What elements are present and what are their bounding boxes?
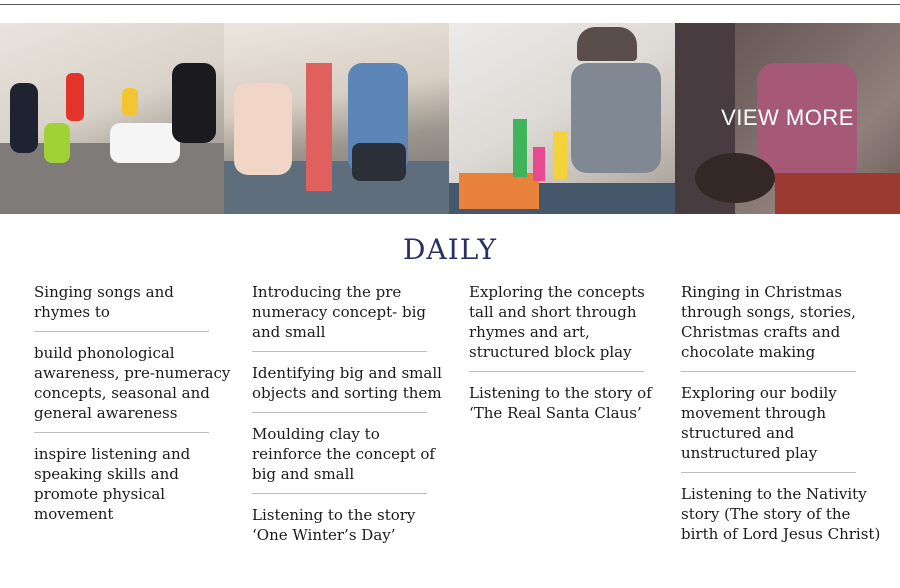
- activity-item: Moulding clay to reinforce the concept of big and small: [252, 425, 435, 483]
- item-divider: [469, 371, 644, 372]
- activity-column-4: [681, 282, 881, 553]
- activity-item: Listening to the story of ‘The Real Santa Claus’: [469, 384, 652, 422]
- item-divider: [252, 412, 427, 413]
- activity-item: Exploring the concepts tall and short through rhymes and art, structured block play: [469, 283, 645, 361]
- top-divider: [0, 4, 900, 5]
- activity-item: build phonological awareness, pre-numeracy concepts, seasonal and general awareness: [34, 344, 231, 422]
- item-divider: [681, 472, 856, 473]
- activity-item: Listening to the story ‘One Winter’s Day’: [252, 506, 416, 544]
- activity-column-3: [469, 282, 669, 432]
- activity-item: inspire listening and speaking skills and promote physical movement: [34, 445, 191, 523]
- photo-gallery: [0, 23, 900, 214]
- gallery-photo-1[interactable]: [0, 23, 224, 214]
- item-divider: [34, 432, 209, 433]
- activity-item: Listening to the Nativity story (The story of the birth of Lord Jesus Christ): [681, 485, 881, 543]
- activity-item: Singing songs and rhymes to: [34, 283, 174, 321]
- gallery-photo-3[interactable]: [449, 23, 675, 214]
- activity-column-2: [252, 282, 452, 554]
- section-title: DAILY: [402, 233, 498, 266]
- gallery-photo-4-view-more[interactable]: [675, 23, 900, 214]
- item-divider: [681, 371, 856, 372]
- view-more-label[interactable]: VIEW MORE: [721, 105, 854, 130]
- activity-column-1: [34, 282, 234, 533]
- activity-item: Ringing in Christmas through songs, stories, Christmas crafts and chocolate making: [681, 283, 856, 361]
- activity-item: Identifying big and small objects and sorting them: [252, 364, 442, 402]
- item-divider: [252, 351, 427, 352]
- gallery-photo-2[interactable]: [224, 23, 449, 214]
- item-divider: [252, 493, 427, 494]
- item-divider: [34, 331, 209, 332]
- activity-item: Exploring our bodily movement through structured and unstructured play: [681, 384, 837, 462]
- activity-item: Introducing the pre numeracy concept- big and small: [252, 283, 427, 341]
